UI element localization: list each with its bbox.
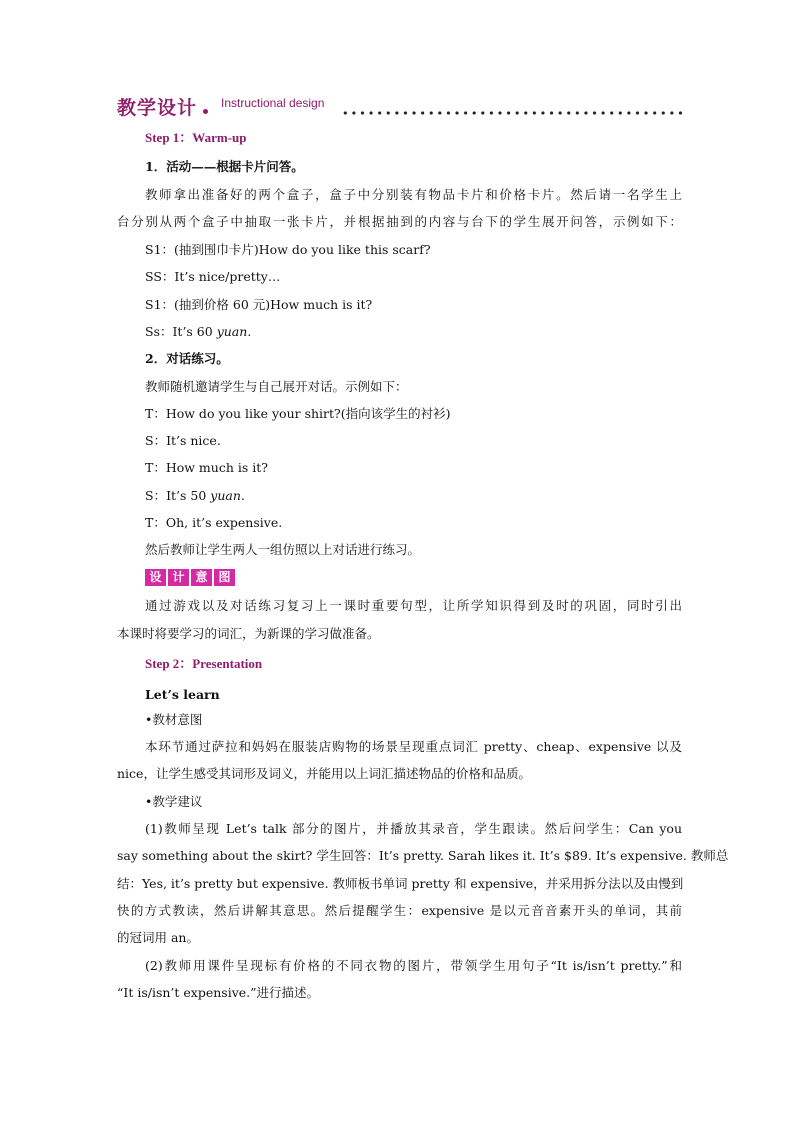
paragraph-line: 教师拿出准备好的两个盒子，盒子中分别装有物品卡片和价格卡片。然后请一名学生上: [145, 187, 682, 202]
dialogue-text: Ss：It’s 60: [145, 324, 217, 339]
paragraph-line: (2)教师用课件呈现标有价格的不同衣物的图片，带领学生用句子“It is/isn’t pretty.”和: [145, 958, 682, 973]
dotted-leader: [341, 111, 683, 115]
paragraph-line: 通过游戏以及对话练习复习上一课时重要句型，让所学知识得到及时的巩固，同时引出: [145, 598, 682, 613]
badge-char: 图: [214, 569, 235, 586]
paragraph-line: say something about the skirt? 学生回答：It’s pretty. Sarah likes it. It’s $89. It’s expensive. 教师总: [117, 848, 729, 863]
header-title: 教学设计: [117, 97, 198, 119]
design-intent-badge: [145, 569, 235, 586]
paragraph-line: nice，让学生感受其词形及词义，并能用以上词汇描述物品的价格和品质。: [117, 766, 531, 781]
badge-char: 意: [191, 569, 212, 586]
section-header: [117, 93, 683, 119]
dialogue-line: S1：(抽到价格 60 元)How much is it?: [145, 297, 373, 312]
step2-title: Step 2：Presentation: [145, 656, 263, 671]
paragraph-line: 结：Yes, it’s pretty but expensive. 教师板书单词 pretty 和 expensive，并采用拆分法以及由慢到: [117, 876, 684, 891]
dialogue-text: .: [240, 488, 245, 503]
header-subtitle: Instructional design: [221, 96, 325, 110]
bullet-heading: •教材意图: [145, 712, 203, 727]
header-bullet-icon: [203, 109, 208, 114]
activity1-heading: 1．活动——根据卡片问答。: [145, 159, 304, 174]
paragraph-line: “It is/isn’t expensive.”进行描述。: [117, 985, 320, 1000]
dialogue-italic: yuan: [210, 488, 241, 503]
paragraph-line: 台分别从两个盒子中抽取一张卡片，并根据抽到的内容与台下的学生展开问答，示例如下：: [117, 214, 682, 229]
badge-char: 设: [145, 569, 166, 586]
dialogue-text: .: [247, 324, 252, 339]
lets-learn-heading: Let’s learn: [145, 687, 220, 702]
paragraph-line: 然后教师让学生两人一组仿照以上对话进行练习。: [145, 542, 421, 557]
badge-char: 计: [168, 569, 189, 586]
dialogue-line: [145, 488, 682, 504]
dialogue-line: [145, 324, 682, 340]
dialogue-italic: yuan: [216, 324, 248, 339]
bullet-heading: •教学建议: [145, 794, 203, 809]
activity2-heading: 2．对话练习。: [145, 351, 229, 366]
step1-title: Step 1：Warm-up: [145, 130, 247, 145]
paragraph-line: 快的方式教读，然后讲解其意思。然后提醒学生：expensive 是以元音音素开头的单词，其前: [117, 903, 682, 918]
paragraph-line: 本课时将要学习的词汇，为新课的学习做准备。: [117, 626, 380, 641]
dialogue-text: S：It’s 50: [145, 488, 211, 503]
dialogue-line: T：How much is it?: [145, 460, 268, 475]
paragraph-line: 教师随机邀请学生与自己展开对话。示例如下：: [145, 379, 408, 394]
dialogue-line: SS：It’s nice/pretty…: [145, 269, 281, 284]
dialogue-line: S：It’s nice.: [145, 433, 221, 448]
paragraph-line: 的冠词用 an。: [117, 930, 199, 945]
paragraph-line: 本环节通过萨拉和妈妈在服装店购物的场景呈现重点词汇 pretty、cheap、expensive 以及: [145, 739, 682, 754]
dialogue-line: T：Oh, it’s expensive.: [145, 515, 283, 530]
paragraph-line: (1)教师呈现 Let’s talk 部分的图片，并播放其录音，学生跟读。然后问学生：Can you: [145, 821, 682, 836]
dialogue-line: S1：(抽到围巾卡片)How do you like this scarf?: [145, 242, 431, 257]
dialogue-line: T：How do you like your shirt?(指向该学生的衬衫): [145, 406, 451, 421]
